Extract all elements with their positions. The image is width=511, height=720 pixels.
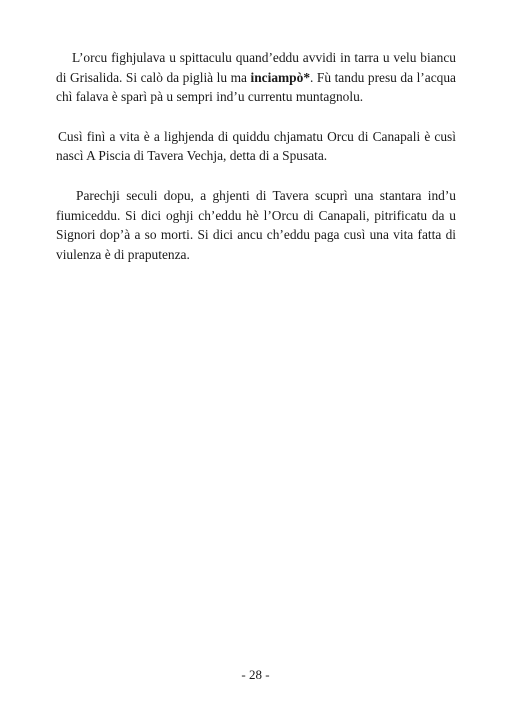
- paragraph-1-text-end: . Fù tandu presu da l’acqua chì falava è sparì pà u sempri ind’u currentu muntagnolu.: [56, 69, 456, 105]
- paragraph-1: [56, 48, 456, 107]
- emphasized-word: inciampò*: [250, 69, 311, 85]
- paragraph-2: Cusì finì a vita è a lighjenda di quiddu chjamatu Orcu di Canapali è cusì nascì A Piscia di Tavera Vechja, detta di a Spusata.: [56, 128, 456, 164]
- paragraph-3: Parechji seculi dopu, a ghjenti di Tavera scuprì una stantara ind’u fiumiceddu. Si dici oghji ch’eddu hè l’Orcu di Canapali, pitrificatu da u Signori dop’à a so morti. Si dici ancu ch’eddu paga cusì una vita fatta di viulenza è di praputenza.: [56, 187, 456, 262]
- page-number: - 28 -: [241, 667, 270, 682]
- body-text: [56, 48, 456, 284]
- paragraph-1-text-start: L’orcu fighjulava u spittaculu quand’eddu avvidi in tarra u velu biancu di Grisalida. Si calò da piglià lu ma: [56, 50, 456, 85]
